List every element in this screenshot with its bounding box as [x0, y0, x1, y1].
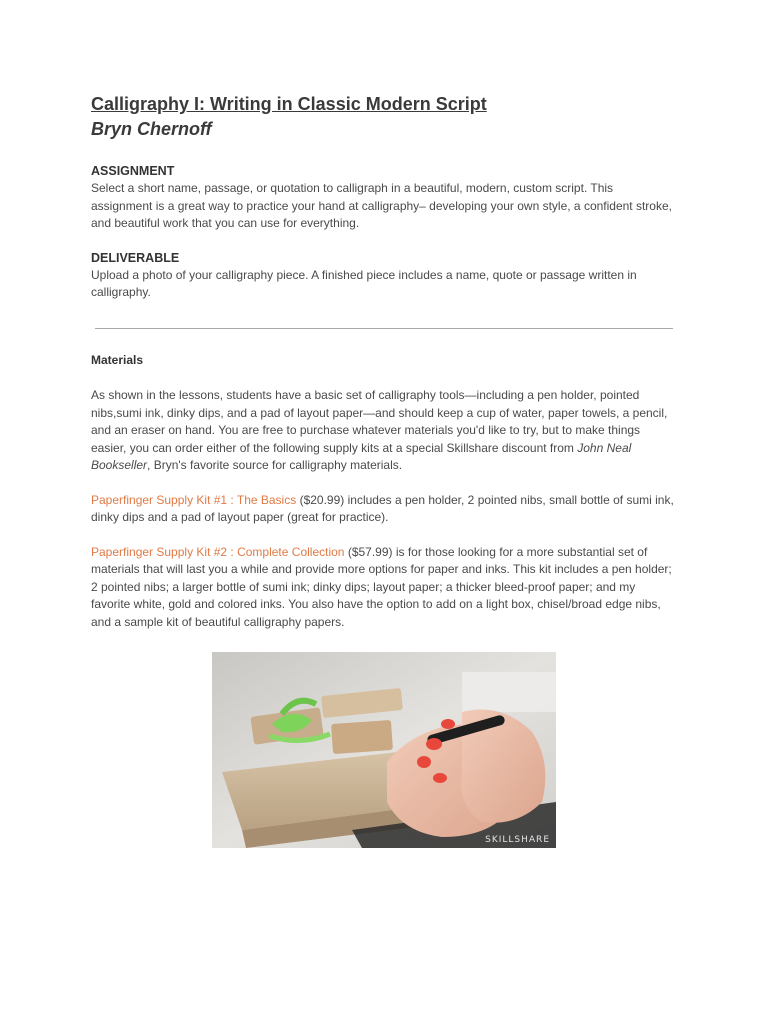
materials-intro-text: As shown in the lessons, students have a basic set of calligraphy tools—including a pen holder, pointed nibs,sumi ink, dinky dips, and a pad of layout paper—and should keep a cup of water, paper towels, a pencil, and an eraser on hand. You are free to purchase whatever materials you'd like to try, but to make things easier, you can order either of the following supply kits at a special Skillshare discount from	[91, 388, 668, 455]
deliverable-text: Upload a photo of your calligraphy piece. A finished piece includes a name, quote or passage written in calligraphy.	[91, 267, 637, 299]
kit2-description: ($57.99) is for those looking for a more substantial set of materials that will last you a while and provide more options for paper and inks. This kit includes a pen holder; 2 pointed nibs; a larger bottle of sumi ink; dinky dips; layout paper; a thicker bleed-proof paper; and my favorite white, gold and colored inks. You also have the option to add on a light box, chisel/broad edge nibs, and a sample kit of beautiful calligraphy papers.	[91, 544, 672, 629]
document-body	[91, 92, 675, 302]
materials-section	[91, 352, 675, 631]
bookseller-name: John Neal Bookseller	[91, 440, 632, 472]
photo-illustration	[212, 652, 556, 848]
calligraphy-photo	[212, 652, 556, 848]
materials-intro-end: , Bryn's favorite source for calligraphy materials.	[147, 458, 403, 472]
kit1-description: ($20.99) includes a pen holder, 2 pointed nibs, small bottle of sumi ink, dinky dips and a pad of layout paper (great for practice).	[91, 492, 674, 524]
materials-heading: Materials	[91, 353, 144, 367]
kit1-paragraph	[91, 492, 675, 527]
course-title: Calligraphy I: Writing in Classic Modern Script	[91, 94, 487, 114]
deliverable-heading: DELIVERABLE	[91, 250, 180, 265]
kit2-link[interactable]: Paperfinger Supply Kit #2 : Complete Collection	[91, 544, 345, 559]
assignment-heading: ASSIGNMENT	[91, 164, 175, 178]
author-name: Bryn Chernoff	[91, 119, 212, 139]
section-divider	[95, 328, 673, 329]
kit2-paragraph	[91, 544, 675, 632]
assignment-text: Select a short name, passage, or quotation to calligraph in a beautiful, modern, custom script. This assignment is a great way to practice your hand at calligraphy– developing your own style, a confident stroke, and beautiful work that you can use for everything.	[91, 181, 672, 230]
skillshare-watermark: SKILLSHARE	[485, 835, 550, 845]
kit1-link[interactable]: Paperfinger Supply Kit #1 : The Basics	[91, 492, 297, 507]
materials-intro	[91, 387, 675, 475]
